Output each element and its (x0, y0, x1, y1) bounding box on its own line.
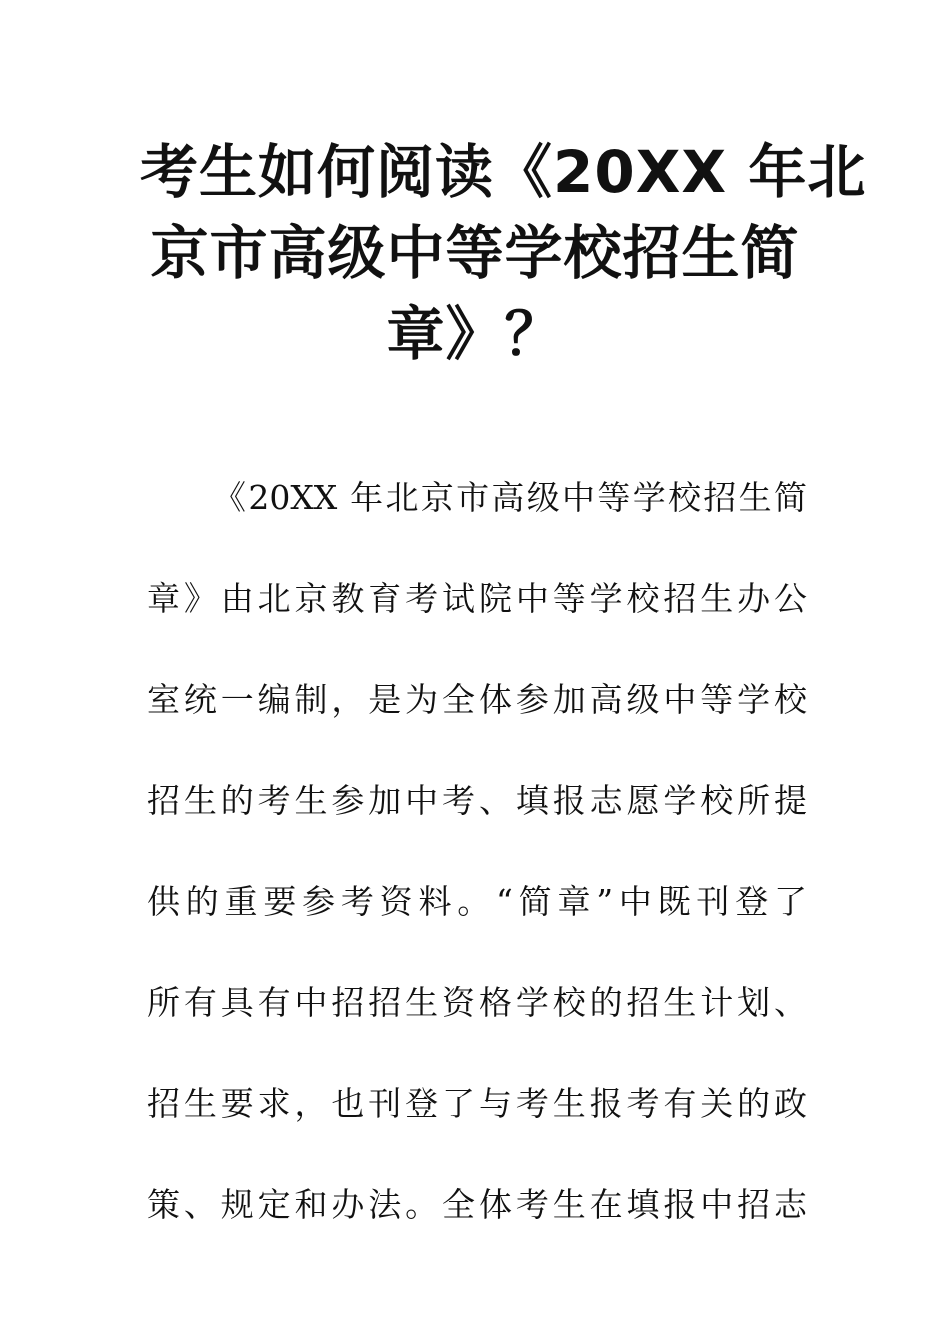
title-line: 京市高级中等学校招生简 (150, 219, 800, 287)
document-title (140, 132, 867, 375)
title-line: 章》？ (386, 300, 564, 368)
paragraph-line: 章》由北京教育考试院中等学校招生办公 (147, 579, 807, 618)
paragraph-line: 策、规定和办法。全体考生在填报中招志 (147, 1185, 807, 1224)
paragraph-line: 室统一编制，是为全体参加高级中等学校 (147, 680, 807, 719)
paragraph-line: 《20XX 年北京市高级中等学校招生简 (213, 478, 807, 517)
paragraph-line: 招生的考生参加中考、填报志愿学校所提 (147, 781, 807, 820)
paragraph-line: 招生要求，也刊登了与考生报考有关的政 (147, 1084, 807, 1123)
title-line: 考生如何阅读《20XX 年北 (140, 138, 867, 206)
paragraph-line: 供的重要参考资料。“简章”中既刊登了 (147, 882, 807, 921)
body-paragraph (147, 447, 807, 1255)
paragraph-line: 所有具有中招招生资格学校的招生计划、 (147, 983, 807, 1022)
